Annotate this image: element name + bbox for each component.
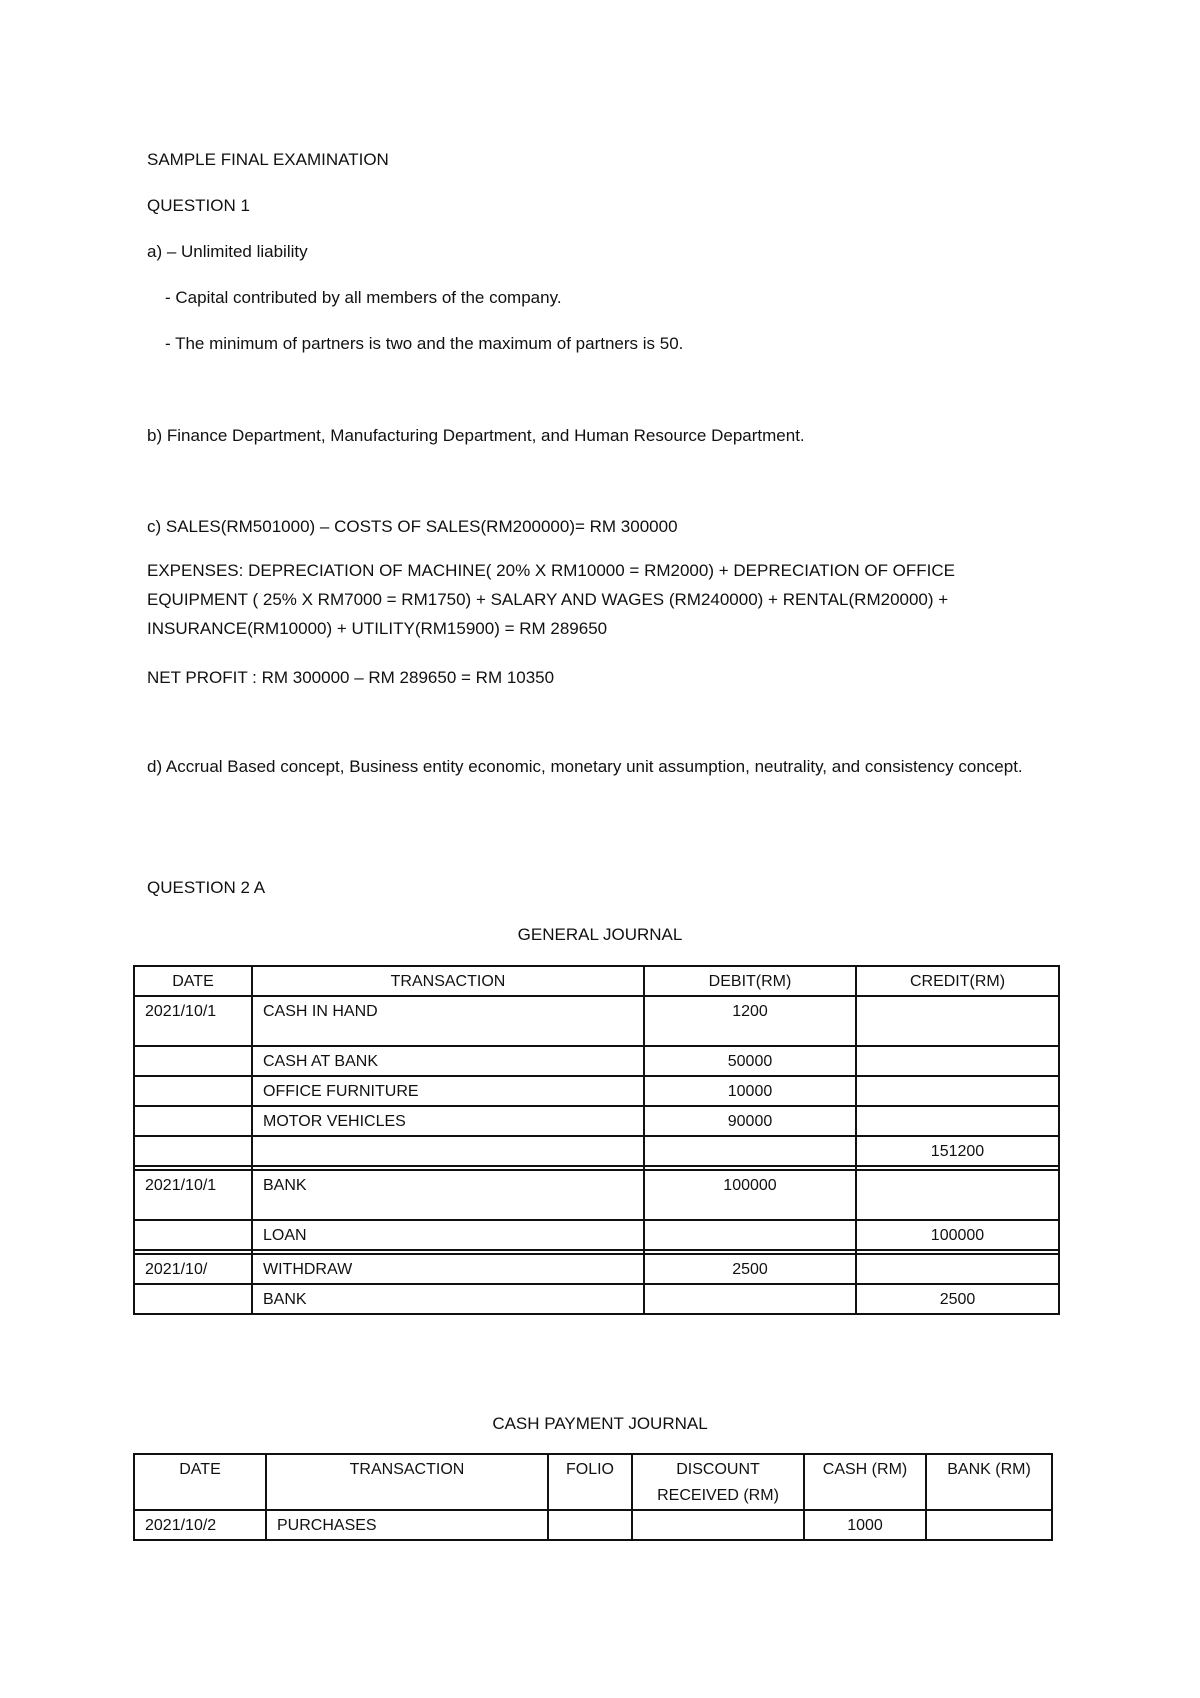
general-journal-body xyxy=(134,996,1059,1314)
cell-date: 2021/10/1 xyxy=(134,996,252,1046)
question-2-heading: QUESTION 2 A xyxy=(147,878,266,897)
document-title: SAMPLE FINAL EXAMINATION xyxy=(147,150,389,169)
general-journal-table xyxy=(133,965,1060,1315)
cell-date xyxy=(134,1046,252,1076)
cell-date: 2021/10/ xyxy=(134,1254,252,1284)
column-header-transaction: TRANSACTION xyxy=(266,1454,548,1510)
cell-folio xyxy=(548,1510,632,1540)
cash-payment-journal-title: CASH PAYMENT JOURNAL xyxy=(492,1414,708,1433)
column-header-discount-received: DISCOUNT RECEIVED (RM) xyxy=(632,1454,804,1510)
answer-c-net-profit: NET PROFIT : RM 300000 – RM 289650 = RM 10350 xyxy=(147,668,555,687)
table-row xyxy=(134,996,1059,1046)
table-row xyxy=(134,1220,1059,1250)
cell-credit: 2500 xyxy=(856,1284,1059,1314)
cell-transaction: WITHDRAW xyxy=(252,1254,644,1284)
cell-transaction: BANK xyxy=(252,1284,644,1314)
column-header-folio: FOLIO xyxy=(548,1454,632,1510)
table-row xyxy=(134,1046,1059,1076)
cell-date: 2021/10/2 xyxy=(134,1510,266,1540)
answer-d: d) Accrual Based concept, Business entity economic, monetary unit assumption, neutrality, and consistency concept. xyxy=(147,757,1023,776)
answer-a-line-1: a) – Unlimited liability xyxy=(147,242,308,261)
cash-payment-journal-body xyxy=(134,1510,1052,1540)
cell-transaction: MOTOR VEHICLES xyxy=(252,1106,644,1136)
column-header-debit: DEBIT(RM) xyxy=(644,966,856,996)
cell-debit xyxy=(644,1284,856,1314)
column-header-bank: BANK (RM) xyxy=(926,1454,1052,1510)
cell-transaction: OFFICE FURNITURE xyxy=(252,1076,644,1106)
cell-transaction xyxy=(252,1136,644,1166)
table-row xyxy=(134,1170,1059,1220)
cell-transaction: CASH IN HAND xyxy=(252,996,644,1046)
cell-credit xyxy=(856,996,1059,1046)
cash-payment-journal-header-row xyxy=(134,1454,1052,1510)
cash-payment-journal-table xyxy=(133,1453,1053,1541)
column-header-date: DATE xyxy=(134,1454,266,1510)
answer-c-expenses: EXPENSES: DEPRECIATION OF MACHINE( 20% X RM10000 = RM2000) + DEPRECIATION OF OFFICE EQUIPMENT ( 25% X RM7000 = RM1750) + SALARY AND WAGES (RM240000) + RENTAL(RM20000) + INSURANCE(RM10000) + UTILITY(RM15900) = RM 289650 xyxy=(147,561,956,638)
answer-a-line-2: - Capital contributed by all members of the company. xyxy=(165,288,562,307)
cell-credit: 100000 xyxy=(856,1220,1059,1250)
answer-a-line-3: - The minimum of partners is two and the maximum of partners is 50. xyxy=(165,334,684,353)
table-row xyxy=(134,1510,1052,1540)
table-row xyxy=(134,1254,1059,1284)
cell-debit xyxy=(644,1136,856,1166)
cell-credit xyxy=(856,1046,1059,1076)
cell-date: 2021/10/1 xyxy=(134,1170,252,1220)
cell-transaction: PURCHASES xyxy=(266,1510,548,1540)
general-journal-header-row xyxy=(134,966,1059,996)
cell-discount xyxy=(632,1510,804,1540)
cell-date xyxy=(134,1076,252,1106)
column-header-date: DATE xyxy=(134,966,252,996)
cell-credit xyxy=(856,1106,1059,1136)
answer-b: b) Finance Department, Manufacturing Department, and Human Resource Department. xyxy=(147,426,805,445)
cell-date xyxy=(134,1284,252,1314)
cell-credit xyxy=(856,1076,1059,1106)
table-row xyxy=(134,1284,1059,1314)
cell-cash: 1000 xyxy=(804,1510,926,1540)
cell-bank xyxy=(926,1510,1052,1540)
general-journal-title: GENERAL JOURNAL xyxy=(517,925,683,944)
question-1-heading: QUESTION 1 xyxy=(147,196,250,215)
table-row xyxy=(134,1076,1059,1106)
cell-debit: 2500 xyxy=(644,1254,856,1284)
cell-date xyxy=(134,1106,252,1136)
cell-credit xyxy=(856,1170,1059,1220)
cell-credit: 151200 xyxy=(856,1136,1059,1166)
table-row xyxy=(134,1106,1059,1136)
cell-transaction: LOAN xyxy=(252,1220,644,1250)
cell-date xyxy=(134,1220,252,1250)
column-header-transaction: TRANSACTION xyxy=(252,966,644,996)
cell-date xyxy=(134,1136,252,1166)
cell-debit: 100000 xyxy=(644,1170,856,1220)
answer-c-sales: c) SALES(RM501000) – COSTS OF SALES(RM200000)= RM 300000 xyxy=(147,517,678,536)
cell-debit: 10000 xyxy=(644,1076,856,1106)
cell-credit xyxy=(856,1254,1059,1284)
table-row xyxy=(134,1136,1059,1166)
cell-transaction: BANK xyxy=(252,1170,644,1220)
cell-debit: 50000 xyxy=(644,1046,856,1076)
cell-transaction: CASH AT BANK xyxy=(252,1046,644,1076)
cell-debit: 1200 xyxy=(644,996,856,1046)
cell-debit xyxy=(644,1220,856,1250)
column-header-cash: CASH (RM) xyxy=(804,1454,926,1510)
column-header-credit: CREDIT(RM) xyxy=(856,966,1059,996)
cell-debit: 90000 xyxy=(644,1106,856,1136)
